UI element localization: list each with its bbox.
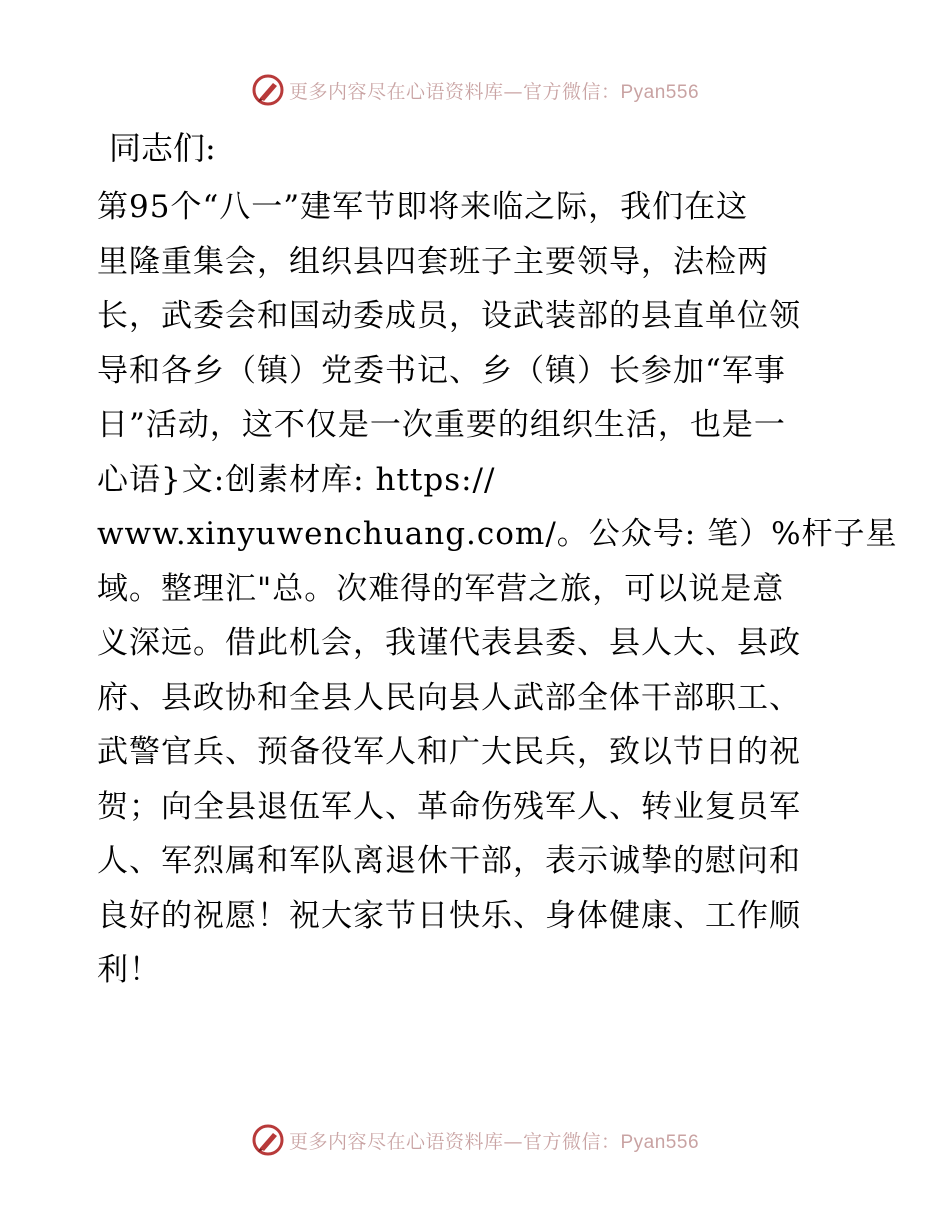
body-line: 人、军烈属和军队离退休干部，表示诚挚的慰问和 [97,843,801,879]
body-line: 长，武委会和国动委成员，设武装部的县直单位领 [97,298,801,334]
body-line: 域。整理汇"总。次难得的军营之旅，可以说是意 [97,570,785,607]
body-line: www.xinyuwenchuang.com/。公众号: 笔）%杆子星 [97,516,898,552]
pen-logo-icon [251,73,285,107]
body-line: 心语}文:创素材库: https:// [97,461,496,498]
body-line: 里隆重集会，组织县四套班子主要领导，法检两 [97,243,769,280]
body-line: 良好的祝愿！祝大家节日快乐、身体健康、工作顺 [97,897,801,934]
pen-logo-icon [251,1123,285,1157]
watermark-text: 更多内容尽在心语资料库—官方微信：Pyan556 [288,80,700,103]
document-body [97,122,898,998]
body-line: 府、县政协和全县人民向县人武部全体干部职工、 [97,679,801,716]
body-line: 导和各乡（镇）党委书记、乡（镇）长参加“军事 [97,352,786,389]
body-line: 第95个“八一”建军节即将来临之际，我们在这 [97,189,749,225]
watermark-text: 更多内容尽在心语资料库—官方微信：Pyan556 [288,1130,700,1153]
body-line: 利！ [97,952,161,988]
body-line: 义深远。借此机会，我谨代表县委、县人大、县政 [97,625,801,661]
footer-watermark [0,1122,950,1158]
body-line: 武警官兵、预备役军人和广大民兵，致以节日的祝 [97,734,801,770]
greeting: 同志们: [109,129,216,167]
body-line: 贺；向全县退伍军人、革命伤残军人、转业复员军 [97,788,801,825]
header-watermark [0,72,950,108]
body-line: 日”活动，这不仅是一次重要的组织生活，也是一 [97,407,786,443]
